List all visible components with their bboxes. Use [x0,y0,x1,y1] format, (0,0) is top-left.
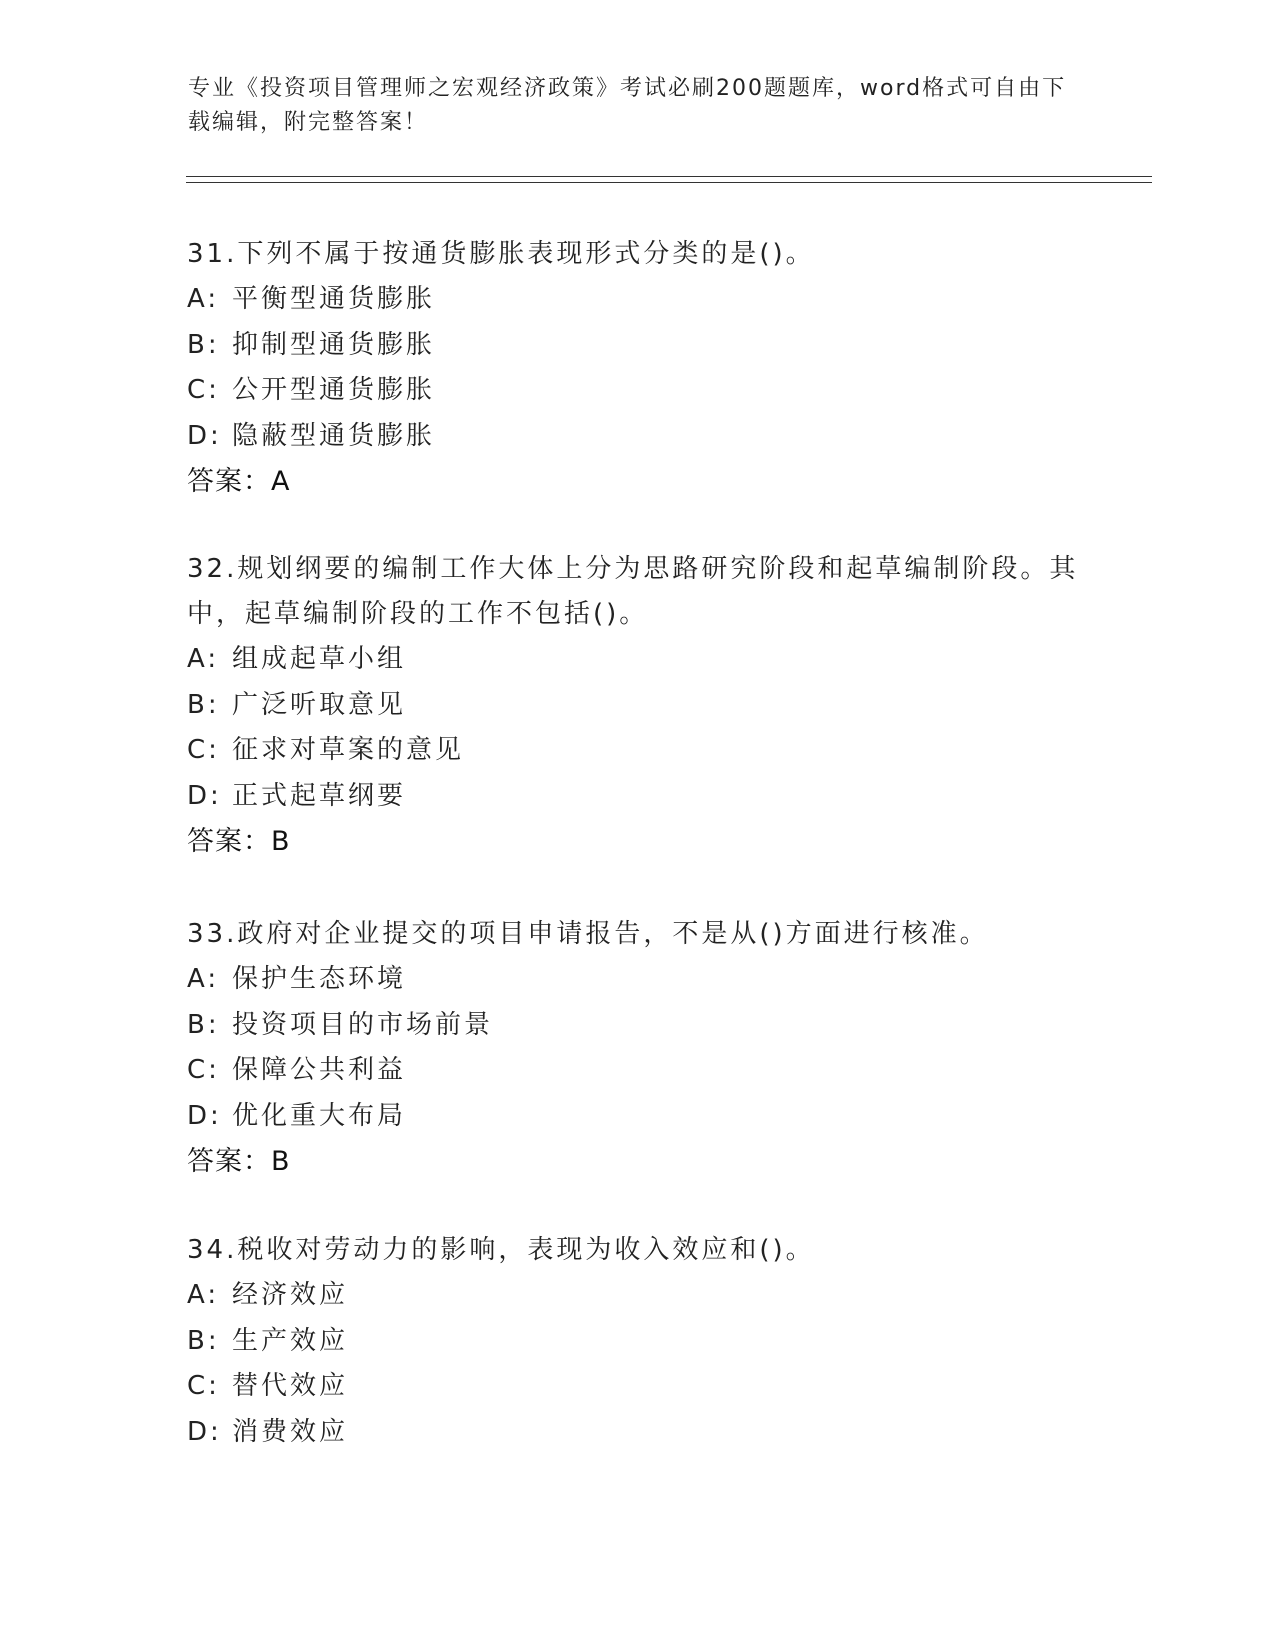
option-text: 保护生态环境 [232,964,407,994]
option-text: 优化重大布局 [232,1100,407,1131]
question-34 [187,1228,1087,1455]
option-text: 替代效应 [232,1371,349,1401]
option-text: 广泛听取意见 [232,689,407,720]
option-label: A: [187,284,220,314]
option-text: 生产效应 [232,1325,349,1356]
option-label: C: [187,735,220,765]
option-a [187,957,1087,1003]
option-a [187,637,1087,683]
header-divider-bottom [186,182,1152,183]
option-d [187,774,1087,820]
option-label: B: [187,1325,220,1356]
option-label: B: [187,1009,220,1040]
option-text: 隐蔽型通货膨胀 [232,420,436,451]
answer: 答案：B [187,826,291,857]
option-text: 组成起草小组 [232,644,407,674]
option-d [187,1094,1087,1140]
option-label: C: [187,375,220,405]
question-stem: 31.下列不属于按通货膨胀表现形式分类的是()。 [187,239,815,269]
option-text: 保障公共利益 [232,1055,407,1085]
option-text: 经济效应 [232,1280,349,1310]
question-31 [187,232,1087,505]
option-c [187,1048,1087,1094]
option-b [187,1003,1087,1049]
option-text: 投资项目的市场前景 [232,1009,494,1040]
option-text: 平衡型通货膨胀 [232,284,436,314]
header-divider-top [186,176,1152,177]
answer: 答案：B [187,1146,291,1177]
option-text: 消费效应 [232,1416,349,1447]
option-text: 公开型通货膨胀 [232,375,436,405]
option-a [187,277,1087,323]
option-c [187,368,1087,414]
option-c [187,728,1087,774]
question-stem: 33.政府对企业提交的项目申请报告，不是从()方面进行核准。 [187,919,989,949]
option-label: D: [187,1416,222,1447]
answer: 答案：A [187,466,291,497]
question-32 [187,547,1087,865]
option-d [187,1410,1087,1456]
option-label: D: [187,420,222,451]
option-label: A: [187,964,220,994]
question-stem: 34.税收对劳动力的影响，表现为收入效应和()。 [187,1235,815,1265]
option-d [187,414,1087,460]
option-text: 正式起草纲要 [232,780,407,811]
option-label: D: [187,1100,222,1131]
option-b [187,683,1087,729]
option-label: C: [187,1371,220,1401]
option-a [187,1273,1087,1319]
option-label: B: [187,689,220,720]
option-label: A: [187,644,220,674]
document-header: 专业《投资项目管理师之宏观经济政策》考试必刷200题题库，word格式可自由下载编辑，附完整答案！ [188,76,1067,135]
option-label: C: [187,1055,220,1085]
option-label: B: [187,329,220,360]
option-b [187,323,1087,369]
option-label: A: [187,1280,220,1310]
option-b [187,1319,1087,1365]
option-text: 抑制型通货膨胀 [232,329,436,360]
option-label: D: [187,780,222,811]
question-33 [187,912,1087,1185]
question-stem: 32.规划纲要的编制工作大体上分为思路研究阶段和起草编制阶段。其中，起草编制阶段的工作不包括()。 [187,554,1079,629]
option-text: 征求对草案的意见 [232,735,465,765]
option-c [187,1364,1087,1410]
